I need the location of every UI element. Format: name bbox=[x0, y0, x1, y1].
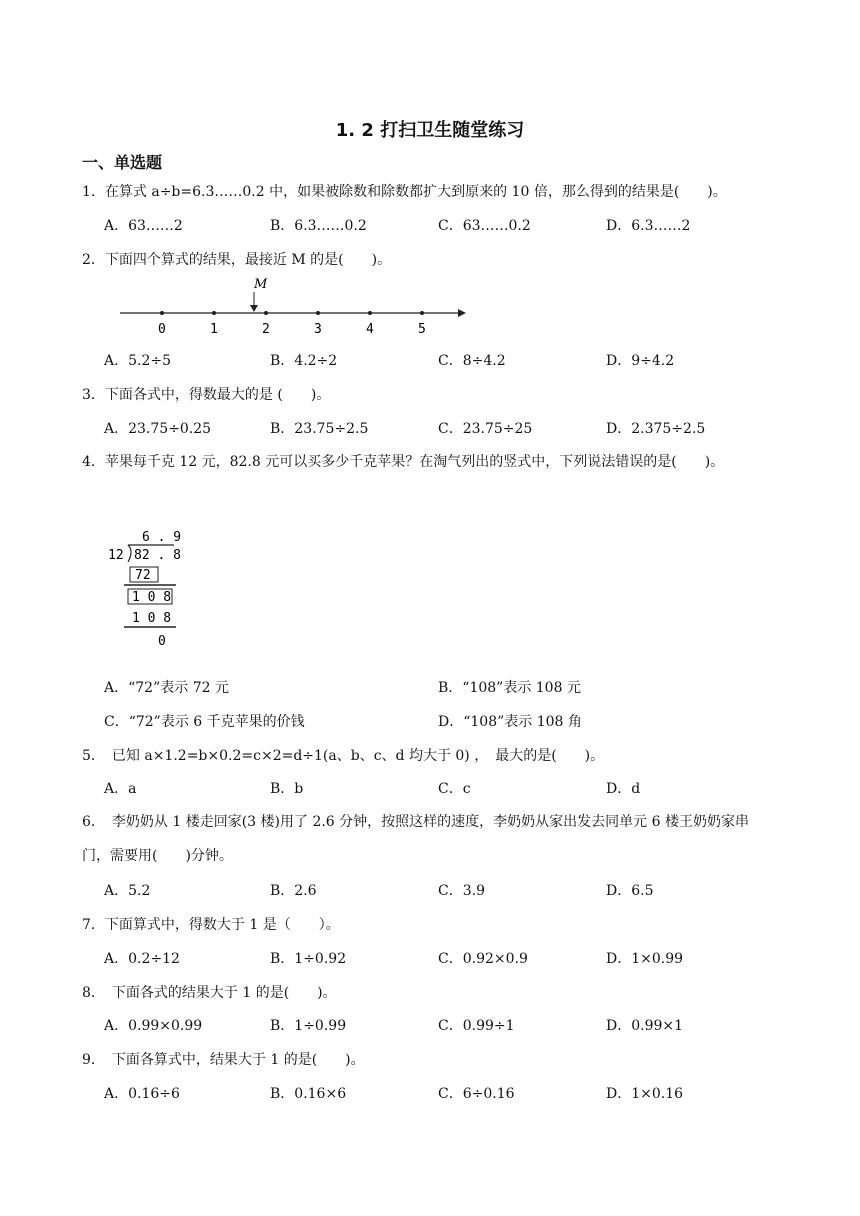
question-3: 3．下面各式中，得数最大的是 ( )。 bbox=[82, 387, 331, 403]
option-b[interactable]: B．2.6 bbox=[270, 883, 317, 899]
marker-m-label: M bbox=[254, 277, 268, 292]
question-3-options bbox=[104, 418, 824, 438]
long-division-figure bbox=[104, 524, 188, 652]
question-2-options bbox=[104, 350, 824, 370]
option-b[interactable]: B．1÷0.99 bbox=[270, 1018, 347, 1034]
question-1: 1．在算式 a÷b=6.3……0.2 中，如果被除数和除数都扩大到原来的 10 倍，那么得到的结果是( )。 bbox=[82, 184, 727, 200]
option-a[interactable]: A．0.16÷6 bbox=[104, 1086, 180, 1102]
option-b[interactable]: B．6.3……0.2 bbox=[270, 218, 367, 234]
option-c[interactable]: C．3.9 bbox=[438, 883, 485, 899]
option-b[interactable]: B．“108”表示 108 元 bbox=[438, 680, 581, 696]
option-c[interactable]: C．0.99÷1 bbox=[438, 1018, 515, 1034]
step-72: 72 bbox=[135, 568, 151, 583]
quotient: 6 . 9 bbox=[142, 530, 182, 545]
question-5-options bbox=[104, 778, 824, 798]
tick-label: 3 bbox=[314, 322, 322, 337]
option-a[interactable]: A．5.2 bbox=[104, 883, 151, 899]
option-a[interactable]: A．a bbox=[104, 781, 137, 797]
option-d[interactable]: D．6.5 bbox=[606, 883, 654, 899]
question-6-options bbox=[104, 880, 824, 900]
option-c[interactable]: C．0.92×0.9 bbox=[438, 951, 528, 967]
option-a[interactable]: A．5.2÷5 bbox=[104, 353, 172, 369]
option-c[interactable]: C．63……0.2 bbox=[438, 218, 531, 234]
question-2: 2．下面四个算式的结果，最接近 M 的是( )。 bbox=[82, 252, 392, 268]
option-b[interactable]: B．1÷0.92 bbox=[270, 951, 347, 967]
step-108-b: 1 0 8 bbox=[132, 611, 172, 626]
question-7: 7．下面算式中，得数大于 1 是（ ）。 bbox=[82, 917, 340, 933]
option-b[interactable]: B．0.16×6 bbox=[270, 1086, 347, 1102]
question-8-options bbox=[104, 1015, 824, 1035]
tick-label: 1 bbox=[210, 322, 218, 337]
option-d[interactable]: D．1×0.99 bbox=[606, 951, 684, 967]
option-d[interactable]: D．1×0.16 bbox=[606, 1086, 684, 1102]
question-9: 9． 下面各算式中，结果大于 1 的是( )。 bbox=[82, 1052, 365, 1068]
page-title: 1. 2 打扫卫生随堂练习 bbox=[335, 120, 525, 141]
tick-label: 5 bbox=[418, 322, 426, 337]
question-8: 8． 下面各式的结果大于 1 的是( )。 bbox=[82, 985, 337, 1001]
tick-label: 4 bbox=[366, 322, 374, 337]
option-b[interactable]: B．23.75÷2.5 bbox=[270, 421, 369, 437]
dividend: 82 . 8 bbox=[134, 548, 181, 563]
tick-label: 2 bbox=[262, 322, 270, 337]
option-a[interactable]: A．0.2÷12 bbox=[104, 951, 180, 967]
question-5: 5． 已知 a×1.2=b×0.2=c×2=d÷1(a、b、c、d 均大于 0) ， 最大的是( )。 bbox=[82, 748, 605, 764]
option-a[interactable]: A．23.75÷0.25 bbox=[104, 421, 212, 437]
question-9-options bbox=[104, 1083, 824, 1103]
option-c[interactable]: C．8÷4.2 bbox=[438, 353, 506, 369]
option-a[interactable]: A．0.99×0.99 bbox=[104, 1018, 203, 1034]
option-d[interactable]: D．6.3……2 bbox=[606, 218, 691, 234]
option-d[interactable]: D．2.375÷2.5 bbox=[606, 421, 706, 437]
marker-arrow-icon bbox=[250, 305, 258, 312]
option-d[interactable]: D．“108”表示 108 角 bbox=[438, 714, 582, 730]
number-line-figure bbox=[118, 276, 468, 340]
option-c[interactable]: C．6÷0.16 bbox=[438, 1086, 515, 1102]
option-d[interactable]: D．d bbox=[606, 781, 641, 797]
option-b[interactable]: B．b bbox=[270, 781, 304, 797]
option-d[interactable]: D．9÷4.2 bbox=[606, 353, 675, 369]
question-1-options bbox=[104, 215, 824, 235]
question-7-options bbox=[104, 948, 824, 968]
question-4: 4．苹果每千克 12 元，82.8 元可以买多少千克苹果？在淘气列出的竖式中，下列说法错误的是( )。 bbox=[82, 454, 725, 470]
option-a[interactable]: A．“72”表示 72 元 bbox=[104, 680, 229, 696]
section-heading: 一、单选题 bbox=[82, 153, 163, 172]
remainder: 0 bbox=[158, 634, 166, 649]
option-a[interactable]: A．63……2 bbox=[104, 218, 183, 234]
question-6: 6． 李奶奶从 1 楼走回家(3 楼)用了 2.6 分钟，按照这样的速度，李奶奶从家出发去同单元 6 楼王奶奶家串门，需要用( )分钟。 bbox=[82, 814, 749, 864]
option-c[interactable]: C．23.75÷25 bbox=[438, 421, 533, 437]
option-d[interactable]: D．0.99×1 bbox=[606, 1018, 684, 1034]
option-b[interactable]: B．4.2÷2 bbox=[270, 353, 338, 369]
question-4-options-row2 bbox=[104, 711, 824, 731]
step-108-a: 1 0 8 bbox=[132, 590, 172, 605]
option-c[interactable]: C．“72”表示 6 千克苹果的价钱 bbox=[104, 714, 305, 730]
option-c[interactable]: C．c bbox=[438, 781, 471, 797]
question-4-options-row1 bbox=[104, 677, 824, 697]
divisor: 12 bbox=[108, 548, 124, 563]
tick-label: 0 bbox=[158, 322, 166, 337]
